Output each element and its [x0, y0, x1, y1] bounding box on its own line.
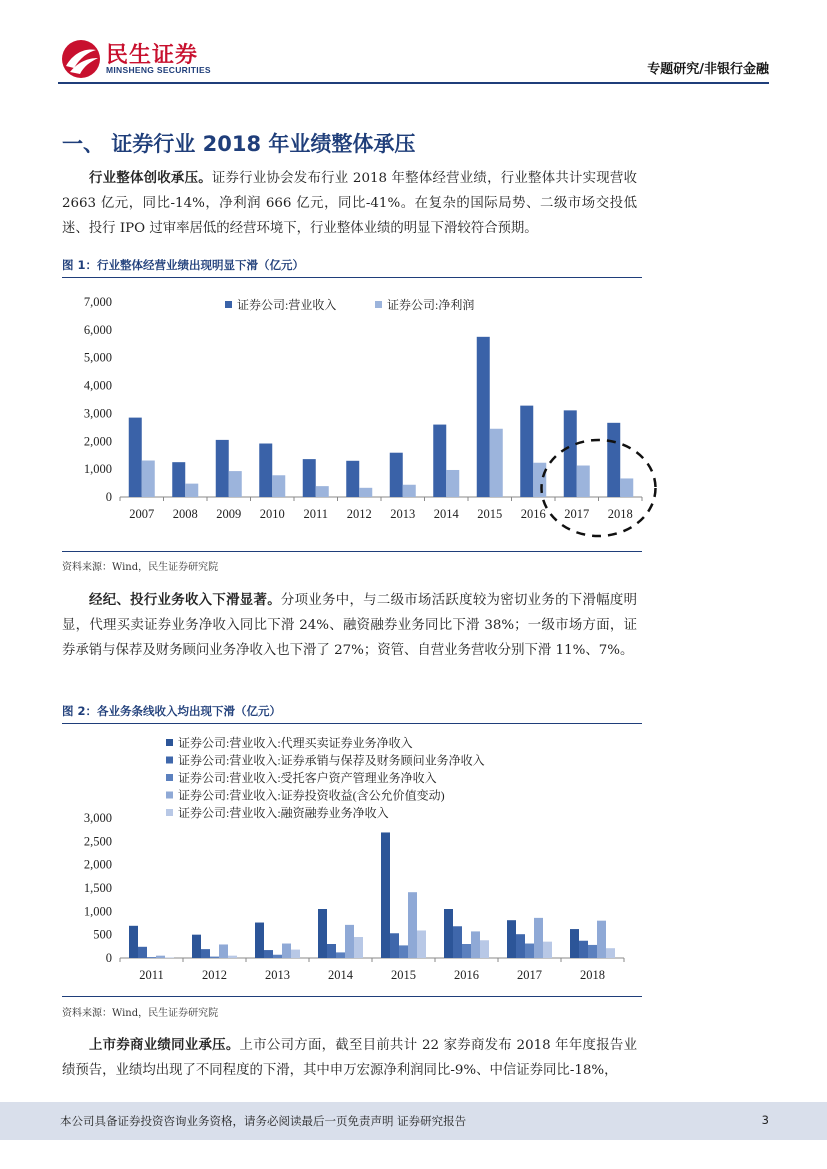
bar [620, 478, 633, 497]
header-divider [58, 82, 769, 84]
bar [156, 956, 165, 958]
section-title: 一、 证券行业 2018 年业绩整体承压 [62, 132, 416, 156]
bar [316, 486, 329, 497]
legend-label: 证券公司:净利润 [387, 298, 475, 312]
y-tick-label: 1,000 [83, 462, 112, 477]
brand-logo [60, 38, 220, 80]
bar [172, 462, 185, 497]
paragraph-lead: 经纪、投行业务收入下滑显著。 [89, 593, 281, 608]
bar [453, 926, 462, 958]
bar [570, 929, 579, 958]
x-tick-label: 2017 [564, 507, 590, 521]
paragraph-text: 分项业务中，与二级市场活跃度较为密切业务的下滑幅度明显，代理买卖证券业务净收入同比下滑 24%、融资融券业务同比下滑 38%；一级市场方面，证券承销与保荐及财务顾问业务净收入也下滑了 27%；资管、自营业务营收分别下滑 11%、7%。 [62, 593, 638, 658]
y-tick-label: 0 [105, 951, 112, 965]
legend-label: 证券公司:营业收入:证券承销与保荐及财务顾问业务净收入 [178, 753, 485, 768]
footer-disclaimer: 本公司具备证券投资咨询业务资格，请务必阅读最后一页免责声明 证券研究报告 [60, 1114, 467, 1128]
brand-logo-cn: 民生证券 [106, 43, 199, 68]
bar [606, 948, 615, 958]
bar [534, 918, 543, 958]
y-tick-label: 7,000 [83, 295, 112, 309]
bar [282, 944, 291, 958]
page-number: 3 [761, 1113, 769, 1127]
bar [564, 410, 577, 497]
y-tick-label: 5,000 [83, 350, 112, 365]
paragraph-2 [62, 588, 637, 663]
bar [390, 933, 399, 958]
bar [138, 947, 147, 958]
bar [471, 931, 480, 958]
bar [525, 944, 534, 958]
x-tick-label: 2013 [390, 507, 416, 521]
y-tick-label: 1,000 [83, 904, 112, 919]
bar [462, 944, 471, 958]
figure-1-bottom-rule [62, 551, 642, 552]
bar [433, 425, 446, 497]
bar [490, 429, 503, 497]
y-tick-label: 500 [93, 927, 112, 942]
legend-swatch [375, 301, 382, 308]
bar [229, 471, 242, 497]
bar [345, 925, 354, 958]
bar [381, 832, 390, 958]
bar [516, 934, 525, 958]
x-tick-label: 2016 [520, 507, 546, 521]
legend-swatch [166, 757, 173, 764]
bar [142, 461, 155, 497]
legend-label: 证券公司:营业收入:融资融券业务净收入 [178, 806, 389, 820]
y-tick-label: 2,500 [83, 834, 112, 849]
bar [607, 423, 620, 497]
bar [129, 418, 142, 497]
bar [185, 484, 198, 497]
bar [417, 930, 426, 958]
bar [507, 920, 516, 958]
bar [588, 945, 597, 958]
y-tick-label: 4,000 [83, 378, 112, 393]
brand-logo-en: MINSHENG SECURITIES [106, 65, 211, 75]
bar [303, 459, 316, 497]
x-tick-label: 2011 [139, 968, 164, 982]
bar [408, 892, 417, 958]
bar [477, 337, 490, 497]
legend-swatch [166, 792, 173, 799]
x-tick-label: 2018 [580, 968, 605, 982]
bar [210, 957, 219, 958]
legend-label: 证券公司:营业收入 [237, 298, 337, 312]
bar [480, 940, 489, 958]
footer-bar [0, 1102, 827, 1140]
bar [273, 955, 282, 958]
legend-swatch [166, 809, 173, 816]
bar [264, 950, 273, 958]
bar [129, 926, 138, 958]
x-tick-label: 2012 [346, 507, 372, 521]
x-tick-label: 2014 [328, 968, 353, 982]
legend-label: 证券公司:营业收入:代理买卖证券业务净收入 [178, 736, 413, 750]
paragraph-lead: 行业整体创收承压。 [89, 171, 212, 186]
bar [577, 466, 590, 497]
x-tick-label: 2012 [202, 968, 227, 982]
y-tick-label: 2,000 [83, 857, 112, 872]
y-tick-label: 3,000 [83, 406, 112, 421]
x-tick-label: 2015 [477, 507, 503, 521]
paragraph-3 [62, 1033, 637, 1083]
legend-swatch [166, 739, 173, 746]
x-tick-label: 2010 [259, 507, 285, 521]
bar [192, 935, 201, 958]
bar [318, 909, 327, 958]
highlight-circle [542, 440, 656, 536]
y-tick-label: 1,500 [83, 881, 112, 895]
bar [543, 942, 552, 958]
paragraph-1 [62, 166, 637, 241]
bar [354, 937, 363, 958]
figure-2-title: 图 2：各业务条线收入均出现下滑（亿元） [62, 703, 642, 724]
bar [520, 406, 533, 497]
bar [201, 949, 210, 958]
x-tick-label: 2014 [433, 507, 459, 521]
legend-label: 证券公司:营业收入:受托客户资产管理业务净收入 [178, 771, 437, 785]
report-category: 专题研究/非银行金融 [647, 62, 769, 77]
x-tick-label: 2007 [129, 507, 155, 521]
figure-2-source: 资料来源：Wind，民生证券研究院 [62, 1008, 219, 1019]
x-tick-label: 2015 [391, 968, 416, 982]
bar [446, 470, 459, 497]
figure-1-source: 资料来源：Wind，民生证券研究院 [62, 562, 219, 573]
legend-label: 证券公司:营业收入:证券投资收益(含公允价值变动) [178, 788, 445, 803]
bar [147, 957, 156, 958]
bar [346, 461, 359, 497]
y-tick-label: 6,000 [83, 322, 112, 337]
bar [533, 463, 546, 497]
x-tick-label: 2009 [216, 507, 242, 521]
y-tick-label: 2,000 [83, 434, 112, 449]
bar [255, 923, 264, 958]
bar [579, 941, 588, 958]
x-tick-label: 2013 [265, 968, 290, 982]
bar [291, 950, 300, 958]
legend-swatch [225, 301, 232, 308]
bar [399, 945, 408, 958]
bar [272, 475, 285, 497]
y-tick-label: 0 [105, 490, 112, 504]
paragraph-lead: 上市券商业绩同业承压。 [89, 1038, 240, 1053]
legend-swatch [166, 774, 173, 781]
bar [216, 440, 229, 497]
bar [336, 952, 345, 958]
bar [219, 944, 228, 958]
bar [390, 453, 403, 497]
bar [327, 944, 336, 958]
brand-logo-icon [60, 38, 102, 80]
bar [403, 485, 416, 497]
paragraph-text: 证券行业协会发布行业 2018 年整体经营业绩，行业整体共计实现营收 2663 亿元，同比-14%，净利润 666 亿元，同比-41%。在复杂的国际局势、二级市场交投低迷、投行 IPO 过审率居低的经营环境下，行业整体业绩的明显下滑较符合预期。 [62, 171, 637, 236]
figure-2-chart [60, 732, 660, 992]
bar [444, 909, 453, 958]
x-tick-label: 2017 [517, 968, 542, 982]
figure-1-title: 图 1：行业整体经营业绩出现明显下滑（亿元） [62, 257, 642, 278]
x-tick-label: 2011 [303, 507, 329, 521]
y-tick-label: 3,000 [83, 811, 112, 825]
bar [259, 444, 272, 497]
bar [359, 488, 372, 497]
figure-2-bottom-rule [62, 996, 642, 997]
bar [597, 921, 606, 958]
figure-1-chart [60, 286, 660, 548]
x-tick-label: 2008 [172, 507, 198, 521]
x-tick-label: 2016 [454, 968, 479, 982]
bar [228, 956, 237, 958]
x-tick-label: 2018 [607, 507, 633, 521]
paragraph-text: 上市公司方面，截至目前共计 22 家券商发布 2018 年年度报告业绩预告，业绩均出现了不同程度的下滑，其中申万宏源净利润同比-9%、中信证券同比-18%， [62, 1038, 637, 1078]
